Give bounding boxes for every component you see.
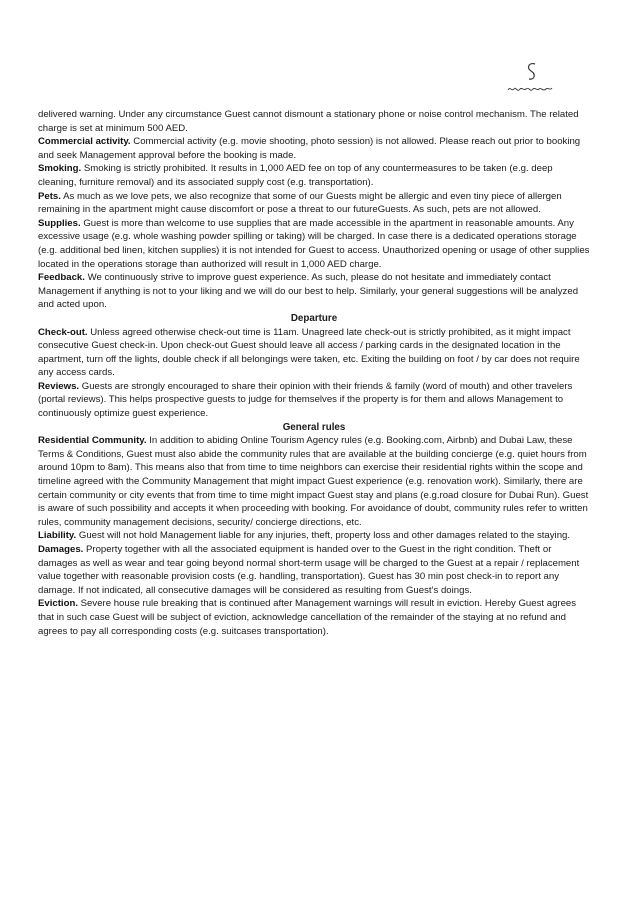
paragraph-text: We continuously strive to improve guest experience. As such, please do not hesitate and immediately contact Management if anything is not to your liking and we will do our best to help. Similarly, your general suggestions will be analyzed and acted upon. [38,272,579,311]
document-body [38,108,590,638]
paragraph-text: Commercial activity (e.g. movie shooting, photo session) is not allowed. Please reach out prior to booking and seek Management approval before the booking is made. [38,136,581,161]
paragraph-text: As much as we love pets, we also recognize that some of our Guests might be allergic and even tiny piece of allergen remaining in the apartment might cause discomfort or pose a threat to our futureGuests. As such, pets are not allowed. [38,190,562,216]
paragraph-feedback [38,271,590,312]
paragraph-text: Property together with all the associated equipment is handed over to the Guest in the right condition. Theft or damages as well as wear and tear going beyond normal short-term usage will be charged to the Guest at a repair / replacement value together with reasonable provision costs (e.g. handling, transportation). Guest has 30 min post check-in to report any damage. If not indicated, all consecutive damages will be considered as resulting from Guest’s doings. [38,544,580,596]
paragraph-heading: Reviews. [38,380,80,392]
paragraph-continued [38,108,590,135]
paragraph-check-out [38,326,590,380]
paragraph-pets [38,190,590,217]
paragraph-heading: Smoking. [38,163,82,175]
paragraph-commercial [38,135,590,162]
paragraph-text: In addition to abiding Online Tourism Agency rules (e.g. Booking.com, Airbnb) and Dubai Law, these Terms & Conditions, Guest must also abide the community rules that are available at the building concierge (e.g. quiet hours from around 10pm to 8am). This means also that from time to time neighbors can exercise their residential rights within the scope and timeline agreed with the Community Management that might impact Guest experience (e.g. renovation work). Similarly, there are certain community or city events that from time to time might impact Guest stay and plans (e.g.road closure for Dubai Run). Guest is aware of such possibility and accepts it when proceeding with booking. For avoidance of doubt, community rules refer to written rules, community management decisions, security/ concierge directions, etc. [38,435,589,528]
paragraph-heading: Liability. [38,530,77,542]
paragraph-text: Guests are strongly encouraged to share their opinion with their friends & family (word of mouth) and other travelers (portal reviews). This helps prospective guests to judge for themselves if the property is for them and allows Management to continuously optimize guest experience. [38,380,573,420]
ultimate-stay-logo-mark [502,60,562,100]
paragraph-liability [38,529,590,543]
paragraph-text: Guest will not hold Management liable for any injuries, theft, property loss and other damages related to the staying. [78,530,571,542]
paragraph-supplies [38,217,590,271]
paragraph-text: Smoking is strictly prohibited. It results in 1,000 AED fee on top of any countermeasures to be taken (e.g. deep cleaning, furniture removal) and its associated supply cost (e.g. transportation). [38,163,553,188]
section-title-general-rules: General rules [282,421,346,433]
paragraph-damages [38,543,590,597]
paragraph-eviction [38,597,590,638]
paragraph-heading: Residential Community. [38,435,147,447]
paragraph-heading: Feedback. [38,272,85,284]
paragraph-text: Severe house rule breaking that is continued after Management warnings will result in eviction. Hereby Guest agrees that in such case Guest will be subject of eviction, acknowledge cancellation of the remainder of the staying at no refund and agrees to pay all corresponding costs (e.g. suitcases transportation). [38,598,577,637]
paragraph-smoking [38,162,590,189]
paragraph-heading: Pets. [38,190,61,202]
paragraph-reviews [38,380,590,421]
paragraph-residential-community [38,434,590,529]
paragraph-heading: Supplies. [38,217,81,229]
section-title-departure: Departure [290,312,338,324]
paragraph-heading: Eviction. [38,598,78,610]
paragraph-text: delivered warning. Under any circumstance Guest cannot dismount a stationary phone or noise control mechanism. The related charge is set at minimum 500 AED. [38,109,579,134]
paragraph-text: Unless agreed otherwise check-out time is 11am. Unagreed late check-out is strictly prohibited, as it might impact consecutive Guest check-in. Upon check-out Guest should leave all access / parking cards in the designated location in the apartment, turn off the lights, double check if all belongings were taken, etc. Exiting the building on foot / by car does not require any access cards. [38,326,580,379]
paragraph-heading: Commercial activity. [38,136,131,148]
paragraph-heading: Check-out. [38,326,88,338]
paragraph-heading: Damages. [38,544,84,555]
ultimate-stay-logo [502,60,562,100]
paragraph-text: Guest is more than welcome to use supplies that are made accessible in the apartment in reasonable amounts. Any excessive usage (e.g. whole washing powder spilling or taking) will be charged. In case there is a dedicated operations storage (e.g. additional bed linen, kitchen supplies) it is not intended for Guest to access. Unauthorized opening or usage of other supplies located in the operations storage than authorized will result in 1,000 AED charge. [38,217,590,270]
